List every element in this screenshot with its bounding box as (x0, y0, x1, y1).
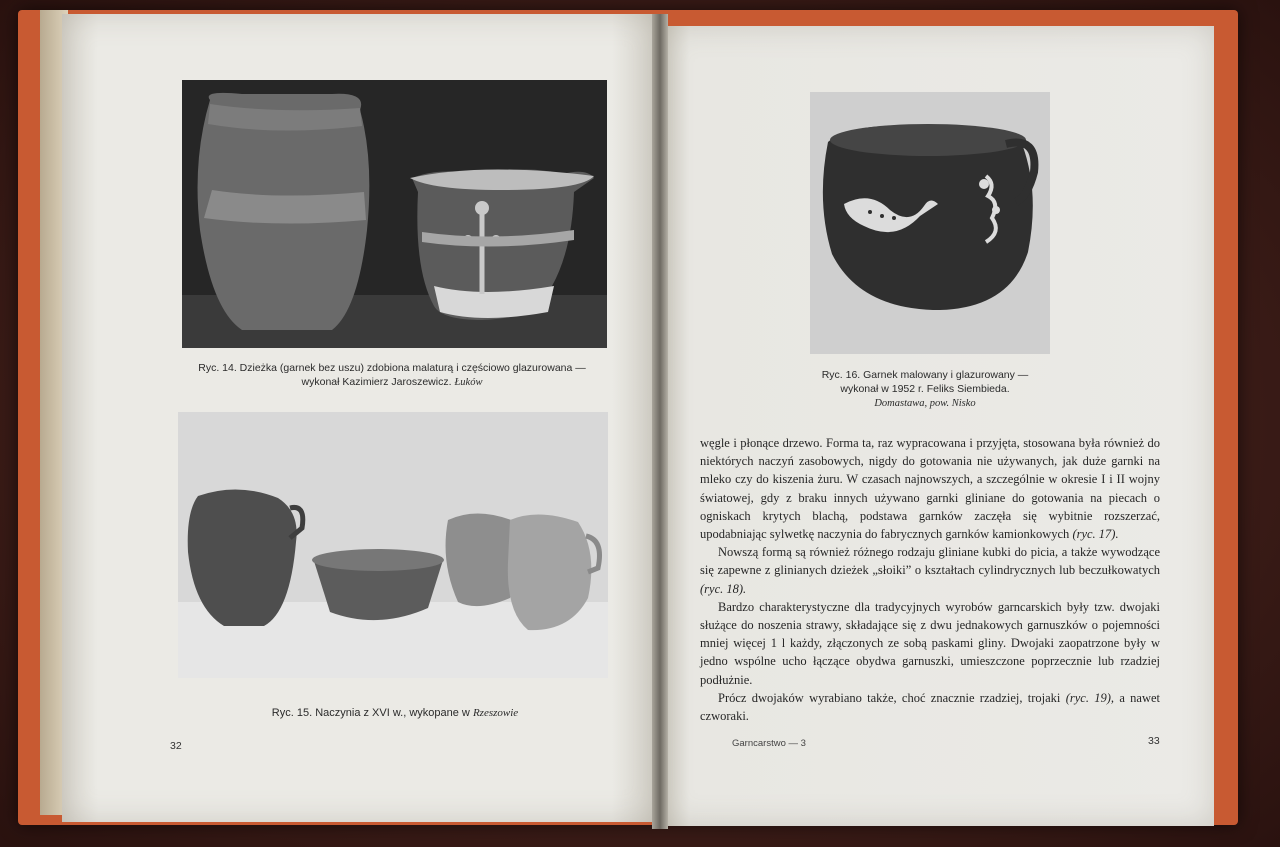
figure-15-caption-place: Rzeszowie (472, 707, 519, 719)
figure-16-caption-place: Domastawa, pow. Nisko (874, 398, 976, 409)
figure-14-photo (182, 80, 607, 348)
paragraph-4-end: a nawet czworaki. (700, 690, 1161, 724)
paragraph-4-ref: (ryc. 19), (1065, 690, 1115, 705)
paragraph-3: Bardzo charakterystyczne dla tradycyjnych wyrobów garncarskich były tzw. dwojaki służące do noszenia strawy, składające się z dwu jednakowych garnuszków o pojemności mniej więcej 1 l każdy, złączonych ze sobą paskami gliny. Dwojaki zaopatrzone były w jedno wspólne ucho łączące obydwa garnuszki, umieszczone poprzecznie lub rzadziej podłużnie. (700, 599, 1160, 687)
figure-15-caption-text: Ryc. 15. Naczynia z XVI w., wykopane w (271, 707, 470, 719)
paragraph-4 (700, 689, 1160, 725)
figure-14-caption (172, 361, 612, 390)
paragraph-1 (700, 434, 1160, 543)
paragraph-1-text: węgle i płonące drzewo. Forma ta, raz wypracowana i przyjęta, stosowana była również do niektórych naczyń zasobowych, nigdy do gotowania nie używanych, jak duże garnki na mleko czy do kiszenia żuru. W czasach najnowszych, a szczególnie w okresie I i II wojny światowej, gdy z braku innych używano garnki gliniane do gotowania na piecach o ogniskach krytych blachą, podstawa garnków zaczęła się wybitnie rozszerzać, upodabniając sylwetkę naczynia do fabrycznych garnków kamionkowych (700, 436, 1160, 542)
figure-16-caption-line1: Ryc. 16. Garnek malowany i glazurowany — (821, 369, 1029, 381)
figure-15-caption (170, 706, 620, 720)
printer-signature: Garncarstwo — 3 (732, 738, 806, 749)
paragraph-4-text: Prócz dwojaków wyrabiano także, choć znacznie rzadziej, trojaki (718, 690, 1061, 705)
figure-16-caption-line2: wykonał w 1952 r. Feliks Siembieda. (840, 383, 1010, 395)
figure-16-caption (790, 368, 1060, 411)
paragraph-2 (700, 543, 1160, 598)
page-number-left: 32 (170, 740, 182, 752)
figure-15-photo (178, 412, 608, 678)
figure-14-caption-line1: Ryc. 14. Dzieżka (garnek bez uszu) zdobiona malaturą i częściowo glazurowana — (198, 362, 586, 374)
book-spine-gutter (652, 14, 668, 829)
paragraph-2-text: Nowszą formą są również różnego rodzaju gliniane kubki do picia, a także wywodzące się zapewne z glinianych dzieżek „słoiki” o kształtach cylindrycznych lub beczułkowatych (700, 545, 1160, 578)
paragraph-1-ref: (ryc. 17). (1072, 527, 1119, 542)
figure-14-caption-place: Łuków (454, 377, 483, 388)
right-page-body-text (700, 434, 1160, 725)
paragraph-2-ref: (ryc. 18). (700, 581, 747, 596)
figure-14-caption-line2: wykonał Kazimierz Jaroszewicz. (301, 376, 452, 388)
page-number-right: 33 (1148, 735, 1160, 747)
figure-16-photo (810, 92, 1050, 354)
